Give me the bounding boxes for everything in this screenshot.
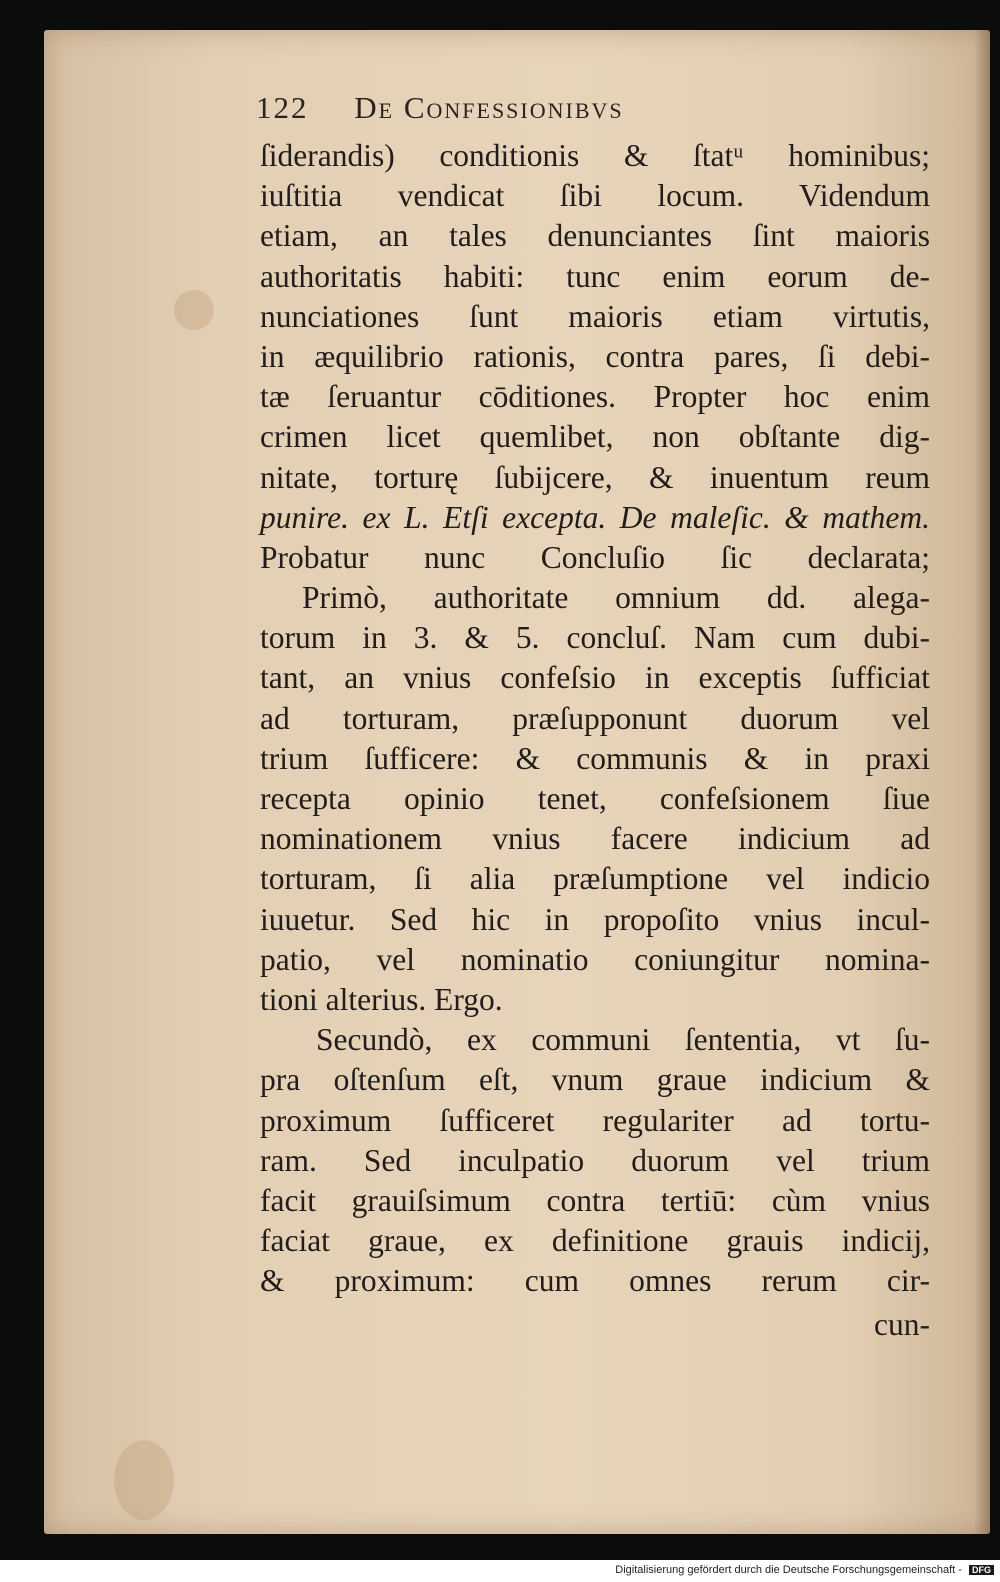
text-line: patio, vel nominatio coniungitur nomina-: [260, 941, 930, 977]
text-line: nitate, torturę ſubijcere, & inuentum reum: [260, 459, 930, 495]
text-line: ſiderandis) conditionis & ſtatᵘ hominibus;: [260, 138, 930, 173]
text-line-citation: punire. ex L. Etſi excepta. De maleſic. & mathem.: [260, 499, 930, 535]
text-line: tæ ſeruantur cōditiones. Propter hoc enim: [260, 379, 930, 415]
dfg-logo-icon: DFG: [969, 1565, 994, 1575]
running-head: [256, 90, 856, 126]
text-line: ad torturam, præſupponunt duorum vel: [260, 700, 930, 736]
text-line: proximum ſufficeret regulariter ad tortu-: [260, 1102, 930, 1138]
page-stain: [174, 290, 214, 330]
text-line: tioni alterius. Ergo.: [260, 981, 503, 1017]
text-line: in æquilibrio rationis, contra pares, ſi debi-: [260, 338, 930, 374]
text-line: facit grauiſsimum contra tertiū: cùm vnius: [260, 1182, 930, 1218]
text-line: torturam, ſi alia præſumptione vel indicio: [260, 861, 930, 897]
text-line: crimen licet quemlibet, non obſtante dig-: [260, 419, 930, 455]
text-line: pra oſtenſum eſt, vnum graue indicium &: [260, 1062, 930, 1098]
text-line: Probatur nunc Concluſio ſic declarata;: [260, 539, 930, 575]
page-number: 122: [256, 90, 309, 125]
body-text: [260, 136, 930, 1346]
text-line: nominationem vnius facere indicium ad: [260, 821, 930, 857]
text-line: recepta opinio tenet, confeſsionem ſiue: [260, 781, 930, 816]
text-line: iuuetur. Sed hic in propoſito vnius incul-: [260, 901, 930, 937]
text-line: nunciationes ſunt maioris etiam virtutis,: [260, 298, 930, 334]
paragraph-start-line: Secundò, ex communi ſententia, vt ſu-: [316, 1022, 930, 1058]
text-line: tant, an vnius confeſsio in exceptis ſufficiat: [260, 660, 930, 696]
running-title: De Confessionibvs: [354, 90, 624, 125]
page-edge-shadow: [974, 30, 990, 1534]
paragraph-start-line: Primò, authoritate omnium dd. alega-: [302, 580, 930, 616]
digitization-credit: [615, 1564, 994, 1576]
text-line: authoritatis habiti: tunc enim eorum de-: [260, 258, 930, 294]
text-line: faciat graue, ex definitione grauis indicij,: [260, 1223, 930, 1259]
text-line: trium ſufficere: & communis & in praxi: [260, 740, 930, 776]
text-line: etiam, an tales denunciantes ſint maioris: [260, 218, 930, 254]
text-line: ram. Sed inculpatio duorum vel trium: [260, 1142, 930, 1178]
text-line: iuſtitia vendicat ſibi locum. Videndum: [260, 178, 930, 214]
catchword: cun-: [874, 1307, 930, 1343]
text-line: & proximum: cum omnes rerum cir-: [260, 1263, 930, 1299]
page-stain: [114, 1440, 174, 1520]
text-line: torum in 3. & 5. concluſ. Nam cum dubi-: [260, 620, 930, 656]
credit-text: Digitalisierung gefördert durch die Deutsche Forschungsgemeinschaft -: [615, 1564, 962, 1576]
